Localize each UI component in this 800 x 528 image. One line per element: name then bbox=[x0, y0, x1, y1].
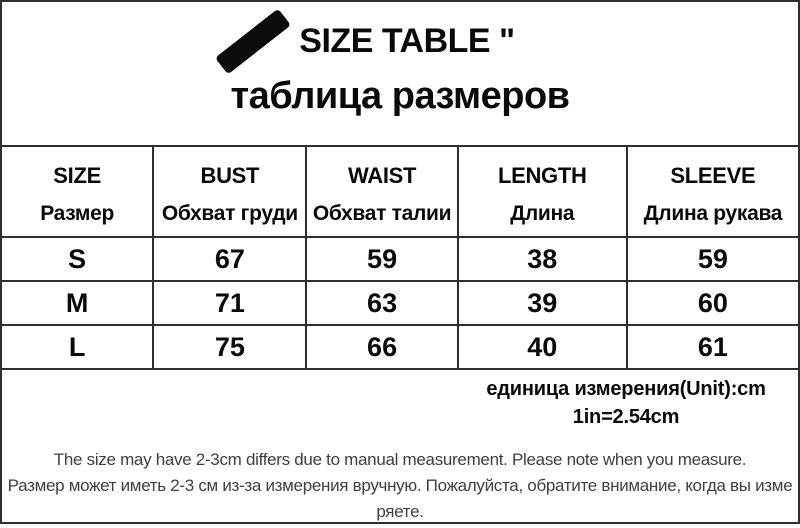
column-header-size-en: SIZE bbox=[53, 162, 101, 188]
cell-waist-m: 63 bbox=[306, 281, 457, 325]
column-header-sleeve bbox=[627, 146, 798, 237]
column-header-size bbox=[2, 146, 153, 237]
cell-bust-l: 75 bbox=[153, 325, 306, 369]
unit-section bbox=[2, 370, 798, 443]
title-section bbox=[2, 14, 798, 145]
column-header-length-en: LENGTH bbox=[497, 162, 587, 188]
measurement-note-section bbox=[2, 443, 798, 524]
cell-length-s: 38 bbox=[458, 237, 627, 281]
column-header-size-ru: Размер bbox=[40, 201, 115, 225]
unit-block bbox=[454, 375, 798, 431]
cell-sleeve-s: 59 bbox=[627, 237, 798, 281]
measurement-note-en: The size may have 2-3cm differs due to manual measurement. Please note when you measure. bbox=[53, 450, 747, 469]
page-title: SIZE TABLE " bbox=[299, 21, 515, 60]
column-header-waist-ru: Обхват талии bbox=[312, 201, 452, 225]
table-row-s bbox=[2, 237, 798, 281]
column-header-waist-en: WAIST bbox=[347, 162, 417, 188]
column-header-length-ru: Длина bbox=[510, 201, 575, 225]
size-table bbox=[2, 145, 798, 370]
measurement-note-ru-1: Размер может иметь 2-3 см из-за измерения вручную. Пожалуйста, обратите внимание, когда вы изме bbox=[7, 476, 793, 495]
cell-waist-s: 59 bbox=[306, 237, 457, 281]
title-row bbox=[0, 14, 762, 68]
cell-size-m: M bbox=[2, 281, 153, 325]
column-header-bust-ru: Обхват груди bbox=[161, 201, 298, 225]
cell-length-m: 39 bbox=[458, 281, 627, 325]
table-row-m bbox=[2, 281, 798, 325]
column-header-sleeve-en: SLEEVE bbox=[670, 162, 756, 188]
column-header-waist bbox=[306, 146, 457, 237]
header-row bbox=[2, 146, 798, 237]
inch-conversion-note: 1in=2.54cm bbox=[572, 406, 680, 428]
unit-note: единица измерения(Unit):cm bbox=[486, 378, 766, 400]
column-header-bust bbox=[153, 146, 306, 237]
cell-sleeve-l: 61 bbox=[627, 325, 798, 369]
brush-stroke-icon bbox=[215, 8, 291, 74]
cell-bust-m: 71 bbox=[153, 281, 306, 325]
measurement-note-ru-2: ряете. bbox=[376, 502, 424, 521]
column-header-sleeve-ru: Длина рукава bbox=[643, 201, 783, 225]
page-subtitle: таблица размеров bbox=[230, 75, 570, 117]
cell-sleeve-m: 60 bbox=[627, 281, 798, 325]
cell-length-l: 40 bbox=[458, 325, 627, 369]
cell-bust-s: 67 bbox=[153, 237, 306, 281]
cell-size-l: L bbox=[2, 325, 153, 369]
column-header-length bbox=[458, 146, 627, 237]
cell-size-s: S bbox=[2, 237, 153, 281]
cell-waist-l: 66 bbox=[306, 325, 457, 369]
table-row-l bbox=[2, 325, 798, 369]
column-header-bust-en: BUST bbox=[200, 162, 260, 188]
